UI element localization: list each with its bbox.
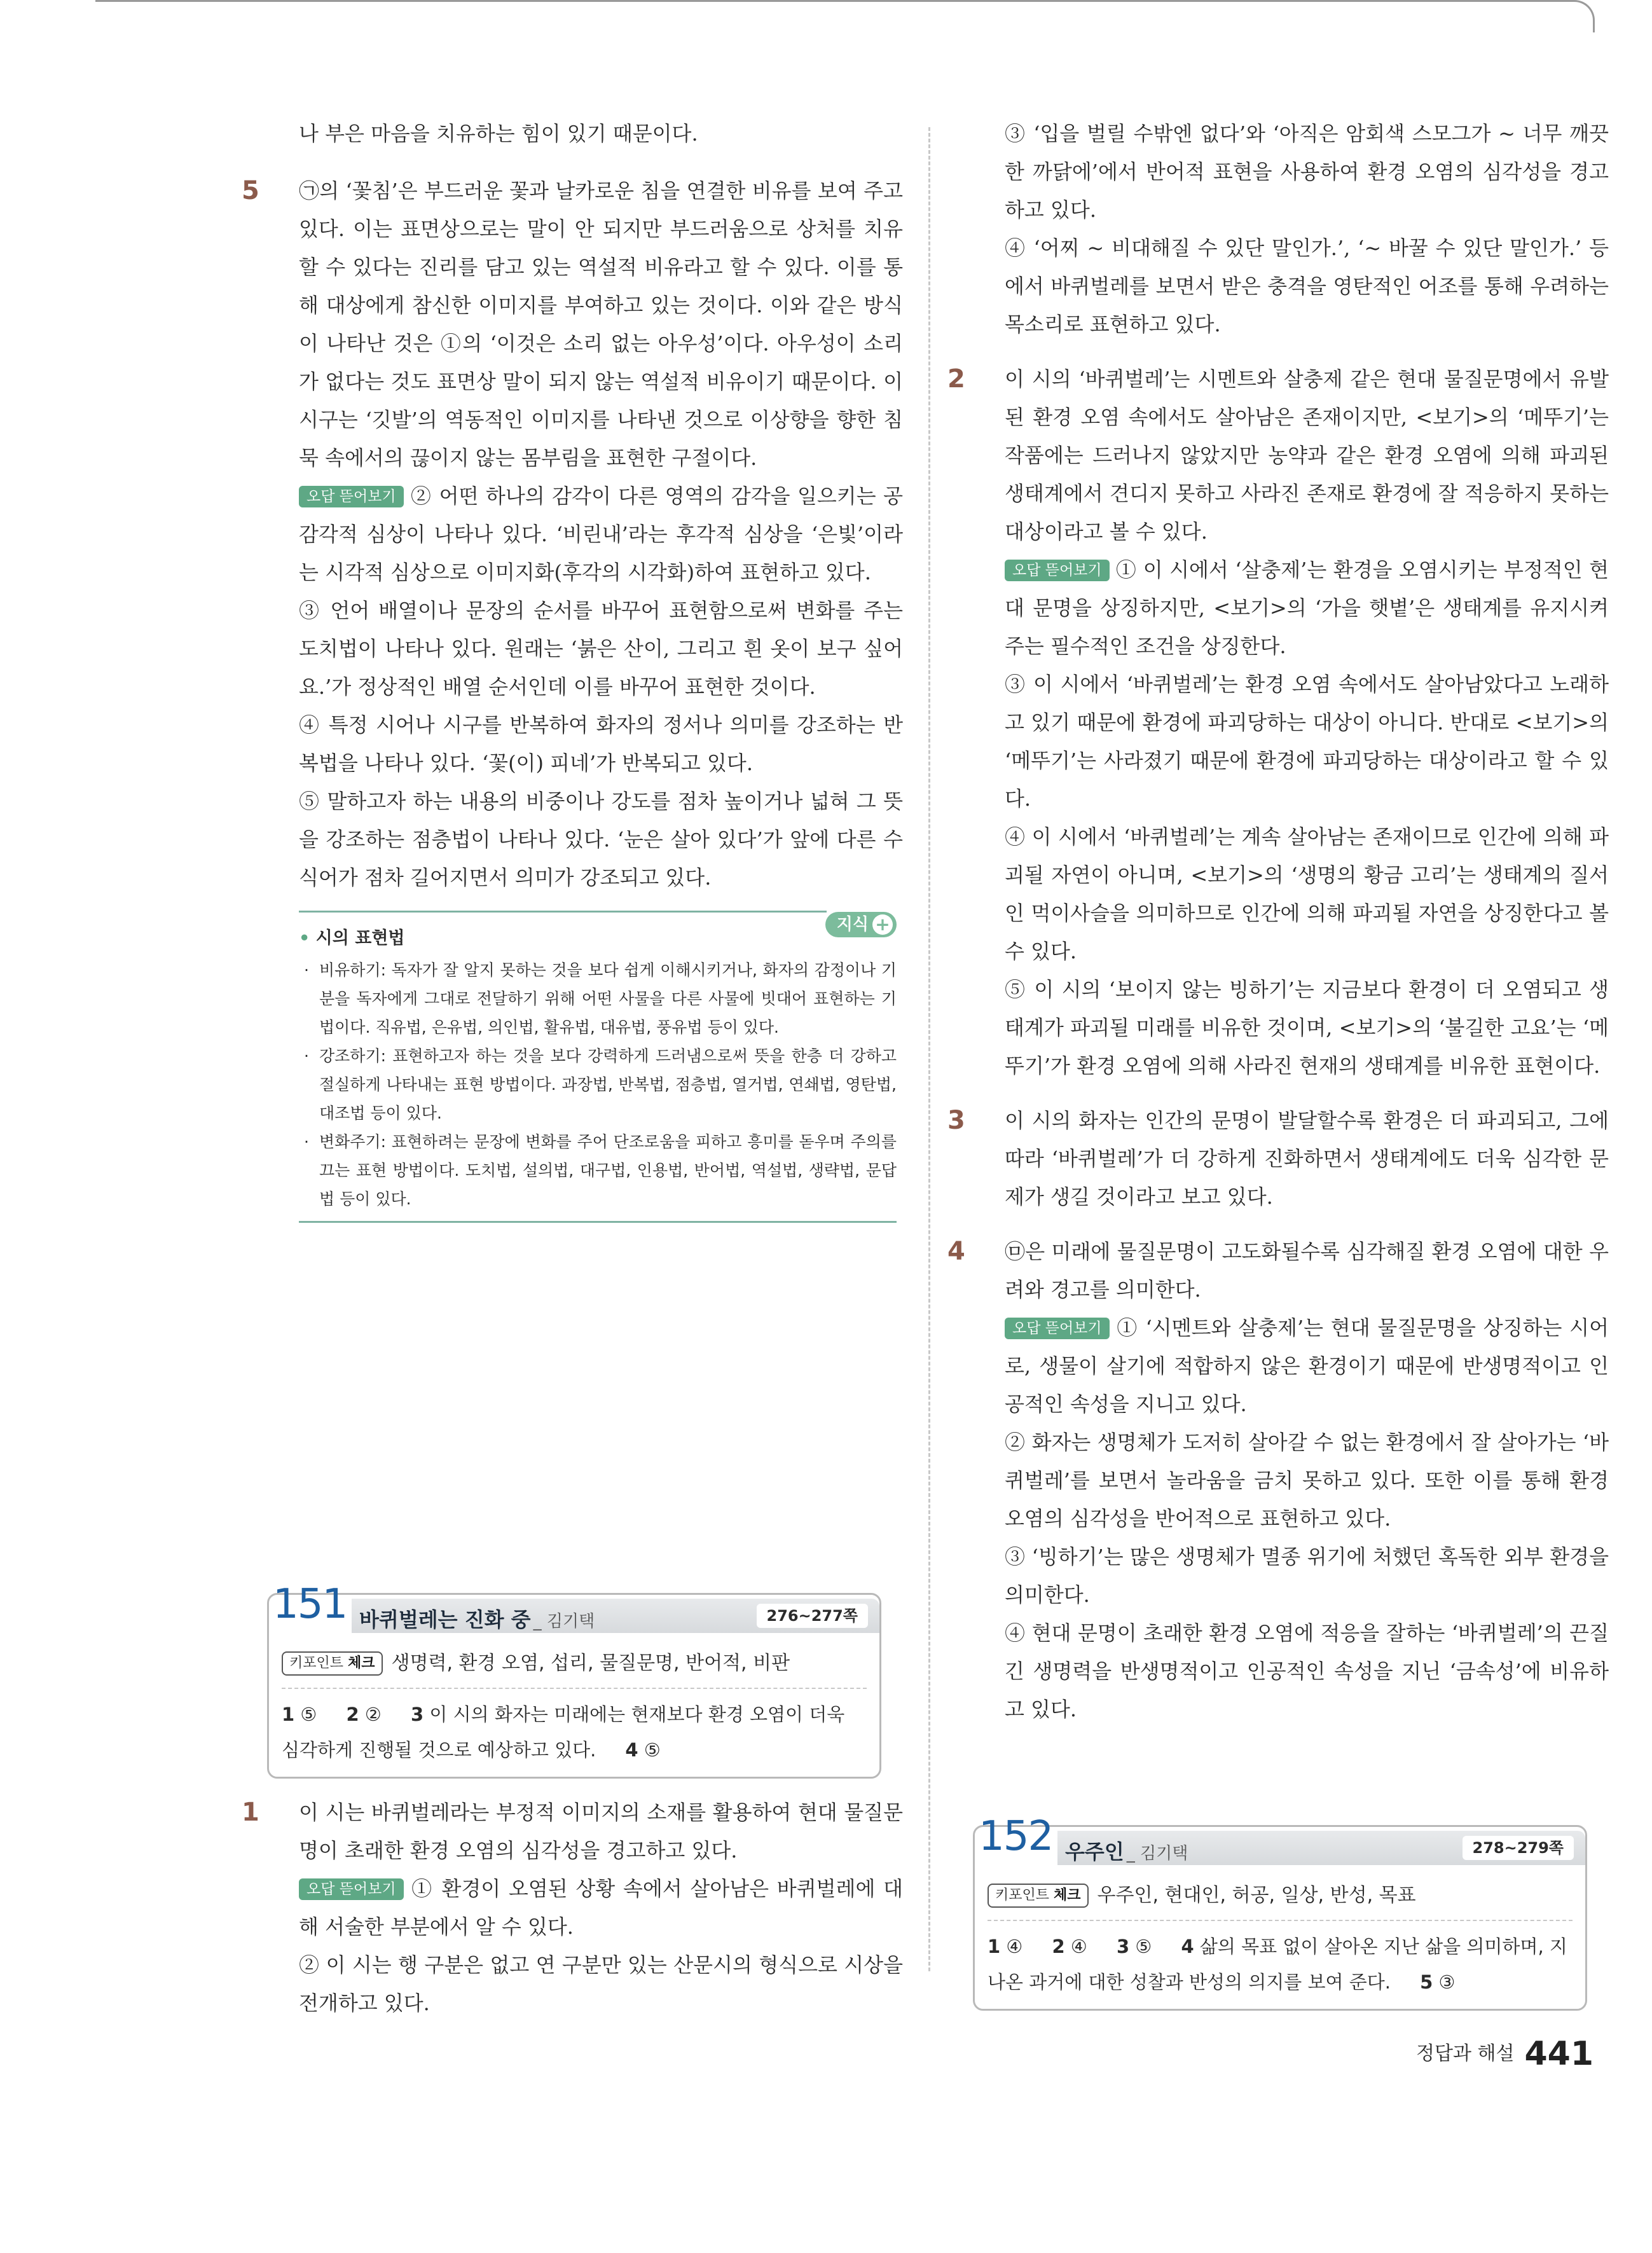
keypoint-label: 키포인트 체크 <box>282 1651 383 1676</box>
answer-box-152 <box>973 1813 1587 2011</box>
wrong-answer-4: ④ 이 시에서 ‘바퀴벌레’는 계속 살아남는 존재이므로 인간에 의해 파괴될 자연이 아니며, <보기>의 ‘생명의 황금 고리’는 생태계의 질서인 먹이사슬을 의미하므로 인간에 의해 파괴될 자연을 상징한다고 볼 수 있다. <box>1005 825 1609 963</box>
knowledge-item: · 강조하기: 표현하고자 하는 것을 보다 강력하게 드러냄으로써 뜻을 한층 더 강하고 절실하게 나타내는 표현 방법이다. 과장법, 반복법, 점층법, 열거법, 연쇄법, 영탄법, 대조법 등이 있다. <box>304 1047 897 1122</box>
wrong-answer-tag: 오답 뜯어보기 <box>299 1878 404 1900</box>
poem-title-bar <box>352 1599 879 1633</box>
question-number: 3 <box>947 1106 965 1135</box>
answer-key: 1 ④ 2 ④ 3 ⑤ 4 삶의 목표 없이 살아온 지난 삶을 의미하며, 지나온 과거에 대한 성찰과 반성의 의지를 보여 준다. 5 ③ <box>988 1936 1567 1993</box>
poem-author: _ 김기택 <box>1126 1844 1188 1863</box>
continued-paragraph: 나 부은 마음을 치유하는 힘이 있기 때문이다. <box>299 121 698 146</box>
knowledge-box-rule <box>299 911 827 913</box>
poem-number: 151 <box>273 1581 347 1628</box>
poem-title: 바퀴벌레는 진화 중 <box>359 1608 531 1632</box>
question-number: 4 <box>947 1237 965 1266</box>
question-1 <box>242 1793 903 2022</box>
question-4 <box>947 1232 1609 1728</box>
wrong-answer-4: ④ ‘어찌 ~ 비대해질 수 있단 말인가.’, ‘~ 바꿀 수 있단 말인가.’ 등에서 바퀴벌레를 보면서 받은 충격을 영탄적인 어조를 통해 우려하는 목소리로 표현하고 있다. <box>1005 236 1609 336</box>
wrong-answer-3: ③ 이 시에서 ‘바퀴벌레’는 환경 오염 속에서도 살아남았다고 노래하고 있기 때문에 환경에 파괴당하는 대상이 아니다. 반대로 <보기>의 ‘메뚜기’는 사라졌기 때문에 환경에 파괴당하는 대상이라고 할 수 있다. <box>1005 672 1609 811</box>
question-5-answer: ㉠의 ‘꽃침’은 부드러운 꽃과 날카로운 침을 연결한 비유를 보여 주고 있다. 이는 표면상으로는 말이 안 되지만 부드러움으로 상처를 치유할 수 있다는 진리를 담고 있는 역설적 비유라고 할 수 있다. 이를 통해 대상에게 참신한 이미지를 부여하고 있는 것이다. 이와 같은 방식이 나타난 것은 ①의 ‘이것은 소리 없는 아우성’이다. 아우성이 소리가 없다는 것도 표면상 말이 되지 않는 역설적 비유이기 때문이다. 이 시구는 ‘깃발’의 역동적인 이미지를 나타낸 것으로 이상향을 향한 침묵 속에서의 끊이지 않는 몸부림을 표현한 구절이다. <box>299 179 903 470</box>
question-number: 5 <box>242 176 259 205</box>
answer-box-151 <box>267 1581 881 1779</box>
question-5 <box>242 172 903 897</box>
question-4-answer: ㉤은 미래에 물질문명이 고도화될수록 심각해질 환경 오염에 대한 우려와 경고를 의미한다. <box>1005 1239 1609 1302</box>
page-footer <box>1416 2035 1593 2073</box>
wrong-answer-3: ③ ‘입을 벌릴 수밖엔 없다’와 ‘아직은 암회색 스모그가 ~ 너무 깨끗한 까닭에’에서 반어적 표현을 사용하여 환경 오염의 심각성을 경고하고 있다. <box>1005 121 1609 222</box>
wrong-answer-1: ① 환경이 오염된 상황 속에서 살아남은 바퀴벌레에 대해 서술한 부분에서 알 수 있다. <box>299 1877 903 1939</box>
poem-author: _ 김기택 <box>533 1612 595 1631</box>
question-number: 1 <box>242 1798 259 1827</box>
left-column <box>242 114 903 1223</box>
wrong-answer-tag: 오답 뜯어보기 <box>1005 560 1110 581</box>
plus-icon: + <box>872 914 893 935</box>
knowledge-item: · 변화주기: 표현하려는 문장에 변화를 주어 단조로움을 피하고 흥미를 돋우며 주의를 끄는 표현 방법이다. 도치법, 설의법, 대구법, 인용법, 반어법, 역설법, 생략법, 문답법 등이 있다. <box>304 1133 897 1208</box>
answer-key: 1 ⑤ 2 ② 3 이 시의 화자는 미래에는 현재보다 환경 오염이 더욱 심각하게 진행될 것으로 예상하고 있다. 4 ⑤ <box>282 1704 845 1761</box>
wrong-answer-3: ③ ‘빙하기’는 많은 생명체가 멸종 위기에 처했던 혹독한 외부 환경을 의미한다. <box>1005 1545 1609 1607</box>
page-range: 276~277쪽 <box>757 1604 869 1628</box>
column-divider <box>928 127 930 1971</box>
keywords: 우주인, 현대인, 허공, 일상, 반성, 목표 <box>1097 1884 1416 1906</box>
question-3 <box>947 1101 1609 1216</box>
question-2-answer: 이 시의 ‘바퀴벌레’는 시멘트와 살충제 같은 현대 물질문명에서 유발된 환경 오염 속에서도 살아남은 존재이지만, <보기>의 ‘메뚜기’는 작품에는 드러나지 않았지만 농약과 같은 환경 오염에 의해 파괴된 생태계에서 견디지 못하고 사라진 존재로 환경에 잘 적응하지 못하는 대상이라고 볼 수 있다. <box>1005 367 1609 544</box>
knowledge-title: • 시의 표현법 <box>299 928 405 948</box>
question-2 <box>947 360 1609 1085</box>
wrong-answer-5: ⑤ 말하고자 하는 내용의 비중이나 강도를 점차 높이거나 넓혀 그 뜻을 강조하는 점층법이 나타나 있다. ‘눈은 살아 있다’가 앞에 다른 수식어가 점차 길어지면서 의미가 강조되고 있다. <box>299 789 903 890</box>
question-number: 2 <box>947 364 965 394</box>
wrong-answer-1: ① ‘시멘트와 살충제’는 현대 물질문명을 상징하는 시어로, 생물이 살기에 적합하지 않은 환경이기 때문에 반생명적이고 인공적인 속성을 지니고 있다. <box>1005 1316 1609 1416</box>
wrong-answer-4: ④ 현대 문명이 초래한 환경 오염에 적응을 잘하는 ‘바퀴벌레’의 끈질긴 생명력을 반생명적이고 인공적인 속성을 지닌 ‘금속성’에 비유하고 있다. <box>1005 1621 1609 1721</box>
keypoint-label: 키포인트 체크 <box>988 1884 1089 1908</box>
knowledge-badge: 지식 + <box>825 912 897 937</box>
wrong-answer-3: ③ 언어 배열이나 문장의 순서를 바꾸어 표현함으로써 변화를 주는 도치법이 나타나 있다. 원래는 ‘붉은 산이, 그리고 흰 옷이 보구 싶어요.’가 정상적인 배열 순서인데 이를 바꾸어 표현한 것이다. <box>299 598 903 699</box>
left-column-bottom <box>242 1793 903 2022</box>
knowledge-box <box>299 911 897 1223</box>
poem-number: 152 <box>979 1813 1053 1860</box>
footer-label: 정답과 해설 <box>1416 2043 1515 2065</box>
wrong-answer-tag: 오답 뜯어보기 <box>1005 1318 1110 1339</box>
page-number: 441 <box>1524 2035 1593 2073</box>
bullet-dot-icon: • <box>299 928 310 948</box>
wrong-answer-2: ② 화자는 생명체가 도저히 살아갈 수 없는 환경에서 잘 살아가는 ‘바퀴벌레’를 보면서 놀라움을 금치 못하고 있다. 또한 이를 통해 환경 오염의 심각성을 반어적으로 표현하고 있다. <box>1005 1430 1609 1531</box>
wrong-answer-2: ② 이 시는 행 구분은 없고 연 구분만 있는 산문시의 형식으로 시상을 전개하고 있다. <box>299 1953 903 2015</box>
wrong-answer-5: ⑤ 이 시의 ‘보이지 않는 빙하기’는 지금보다 환경이 더 오염되고 생태계가 파괴될 미래를 비유한 것이며, <보기>의 ‘불길한 고요’는 ‘메뚜기’가 환경 오염에 의해 사라진 현재의 생태계를 비유한 표현이다. <box>1005 977 1609 1078</box>
wrong-answer-tag: 오답 뜯어보기 <box>299 486 404 507</box>
question-1-answer: 이 시는 바퀴벌레라는 부정적 이미지의 소재를 활용하여 현대 물질문명이 초래한 환경 오염의 심각성을 경고하고 있다. <box>299 1800 903 1863</box>
top-border-rule <box>95 0 1595 32</box>
right-column <box>947 114 1609 1728</box>
keywords: 생명력, 환경 오염, 섭리, 물질문명, 반어적, 비판 <box>391 1652 790 1674</box>
question-3-answer: 이 시의 화자는 인간의 문명이 발달할수록 환경은 더 파괴되고, 그에 따라 ‘바퀴벌레’가 더 강하게 진화하면서 생태계에도 더욱 심각한 문제가 생길 것이라고 보고 있다. <box>1005 1108 1609 1209</box>
wrong-answer-1: ① 이 시에서 ‘살충제’는 환경을 오염시키는 부정적인 현대 문명을 상징하지만, <보기>의 ‘가을 햇볕’은 생태계를 유지시켜 주는 필수적인 조건을 상징한다. <box>1005 558 1609 658</box>
wrong-answer-2: ② 어떤 하나의 감각이 다른 영역의 감각을 일으키는 공감각적 심상이 나타나 있다. ‘비린내’라는 후각적 심상을 ‘은빛’이라는 시각적 심상으로 이미지화(후각의 시각화)하여 표현하고 있다. <box>299 484 903 584</box>
keypoint-row <box>988 1880 1573 1921</box>
keypoint-row <box>282 1648 867 1689</box>
wrong-answer-4: ④ 특정 시어나 시구를 반복하여 화자의 정서나 의미를 강조하는 반복법을 나타나 있다. ‘꽃(이) 피네’가 반복되고 있다. <box>299 713 903 775</box>
poem-title-bar <box>1057 1831 1585 1865</box>
page-range: 278~279쪽 <box>1463 1836 1574 1860</box>
poem-title: 우주인 <box>1065 1840 1124 1864</box>
knowledge-item: · 비유하기: 독자가 잘 알지 못하는 것을 보다 쉽게 이해시키거나, 화자의 감정이나 기분을 독자에게 그대로 전달하기 위해 어떤 사물을 다른 사물에 빗대어 표현하는 기법이다. 직유법, 은유법, 의인법, 활유법, 대유법, 풍유법 등이 있다. <box>304 961 897 1037</box>
